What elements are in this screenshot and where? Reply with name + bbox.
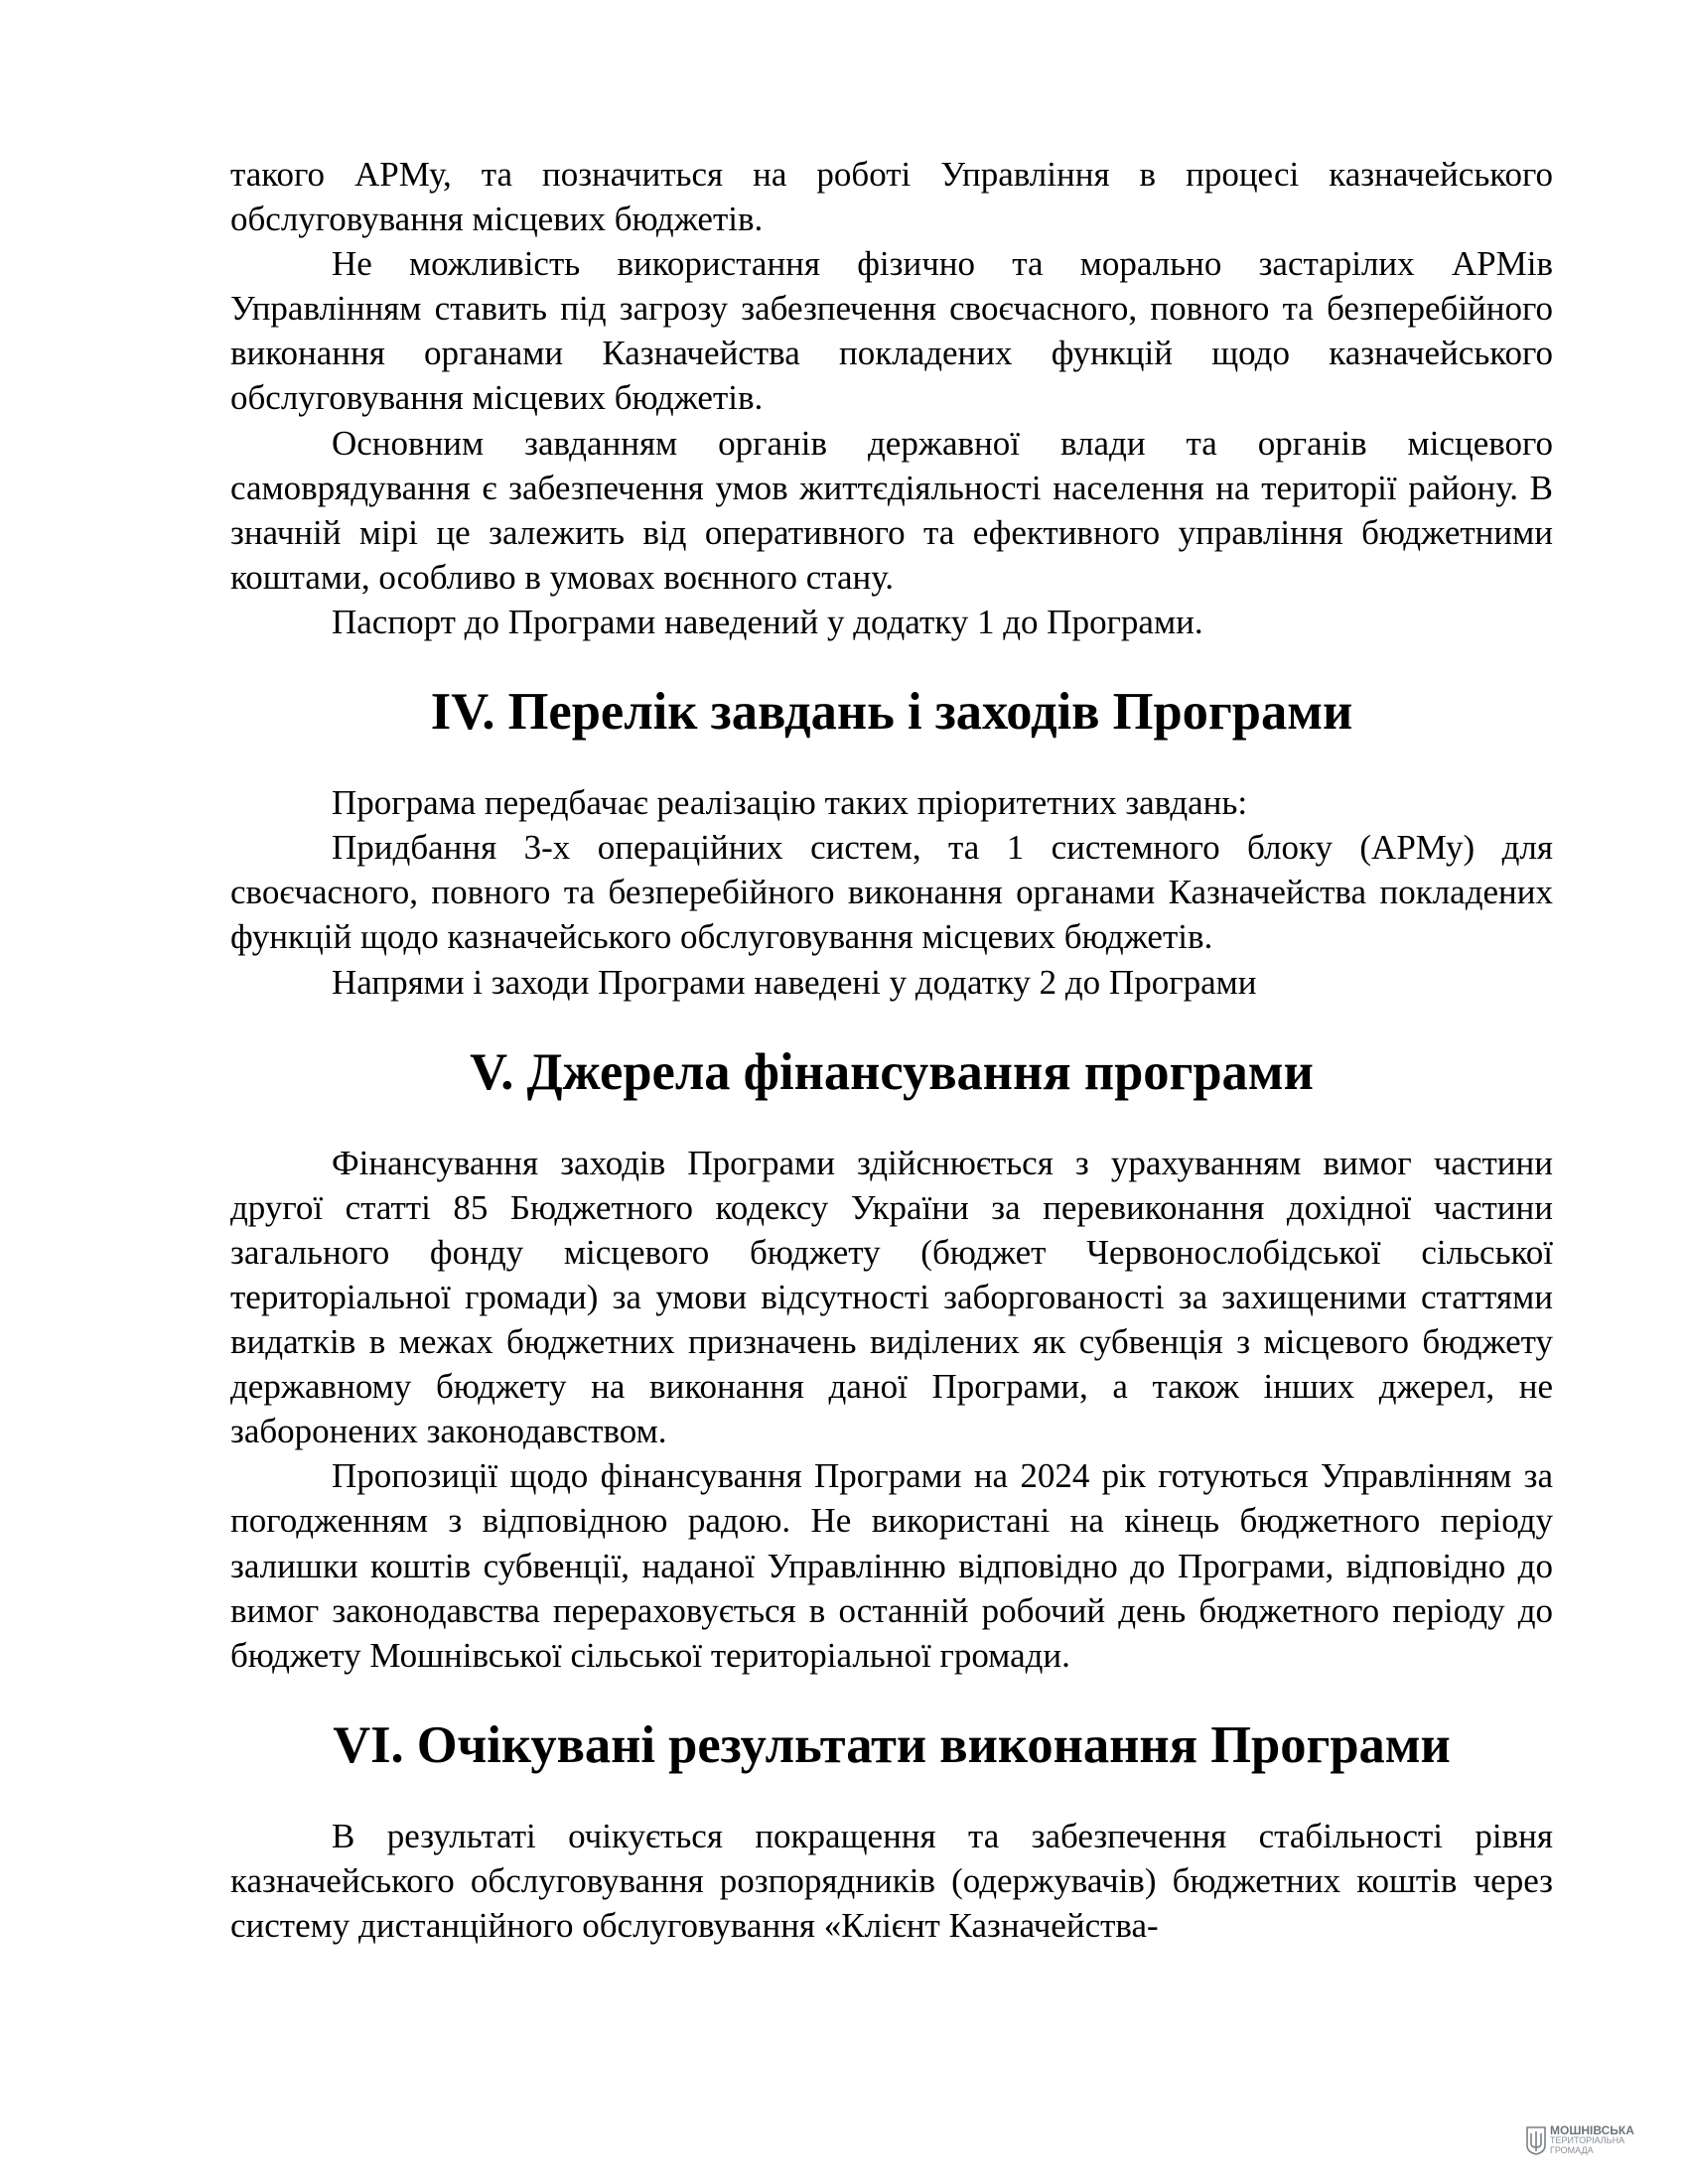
trident-emblem-icon xyxy=(1526,2125,1546,2155)
paragraph: Пропозиції щодо фінансування Програми на 2024 рік готуються Управлінням за погодженням з відповідною радою. Не використані на кінець бюджетного періоду залишки коштів субвенції, наданої Управлінню відповідно до Програми, відповідно до вимог законодавства перераховується в останній робочий день бюджетного періоду до бюджету Мошнівської сільської територіальної громади. xyxy=(230,1456,1553,1675)
paragraph: Паспорт до Програми наведений у додатку 1 до Програми. xyxy=(332,602,1203,641)
community-logo xyxy=(1526,2125,1634,2155)
paragraph: Не можливість використання фізично та морально застарілих АРМів Управлінням ставить під загрозу забезпечення своєчасного, повного та безперебійного виконання органами Казначейства покладених функцій щодо казначейського обслуговування місцевих бюджетів. xyxy=(230,244,1553,418)
paragraph: Програма передбачає реалізацію таких пріоритетних завдань: xyxy=(332,783,1248,823)
logo-text xyxy=(1550,2125,1634,2155)
logo-line-1: МОШНІВСЬКА xyxy=(1550,2123,1634,2137)
paragraph: Основним завданням органів державної влади та органів місцевого самоврядування є забезпечення умов життєдіяльності населення на території району. В значній мірі це залежить від оперативного та ефективного управління бюджетними коштами, особливо в умовах воєнного стану. xyxy=(230,423,1553,597)
paragraph: Напрями і заходи Програми наведені у додатку 2 до Програми xyxy=(332,962,1257,1002)
paragraph: такого АРМу, та позначиться на роботі Управління в процесі казначейського обслуговування місцевих бюджетів. xyxy=(230,155,1553,239)
document-page xyxy=(230,152,1553,1948)
paragraph: В результаті очікується покращення та забезпечення стабільності рівня казначейського обслуговування розпорядників (одержувачів) бюджетних коштів через систему дистанційного обслуговування «Клієнт Казначейства- xyxy=(230,1816,1553,1946)
paragraph: Фінансування заходів Програми здійснюється з урахуванням вимог частини другої статті 85 Бюджетного кодексу України за перевиконання дохідної частини загального фонду місцевого бюджету (бюджет Червонослобідської сільської територіальної громади) за умови відсутності заборгованості за захищеними статтями видатків в межах бюджетних призначень виділених як субвенція з місцевого бюджету державному бюджету на виконання даної Програми, а також інших джерел, не заборонених законодавством. xyxy=(230,1143,1553,1451)
section-heading-v: V. Джерела фінансування програми xyxy=(470,1042,1314,1101)
logo-line-3: ГРОМАДА xyxy=(1550,2145,1594,2155)
section-heading-vi: VI. Очікувані результати виконання Програми xyxy=(333,1715,1451,1774)
section-heading-iv: IV. Перелік завдань і заходів Програми xyxy=(430,683,1353,742)
logo-line-2: ТЕРИТОРІАЛЬНА xyxy=(1550,2135,1625,2145)
paragraph: Придбання 3-х операційних систем, та 1 системного блоку (АРМу) для своєчасного, повного та безперебійного виконання органами Казначейства покладених функцій щодо казначейського обслуговування місцевих бюджетів. xyxy=(230,828,1553,957)
